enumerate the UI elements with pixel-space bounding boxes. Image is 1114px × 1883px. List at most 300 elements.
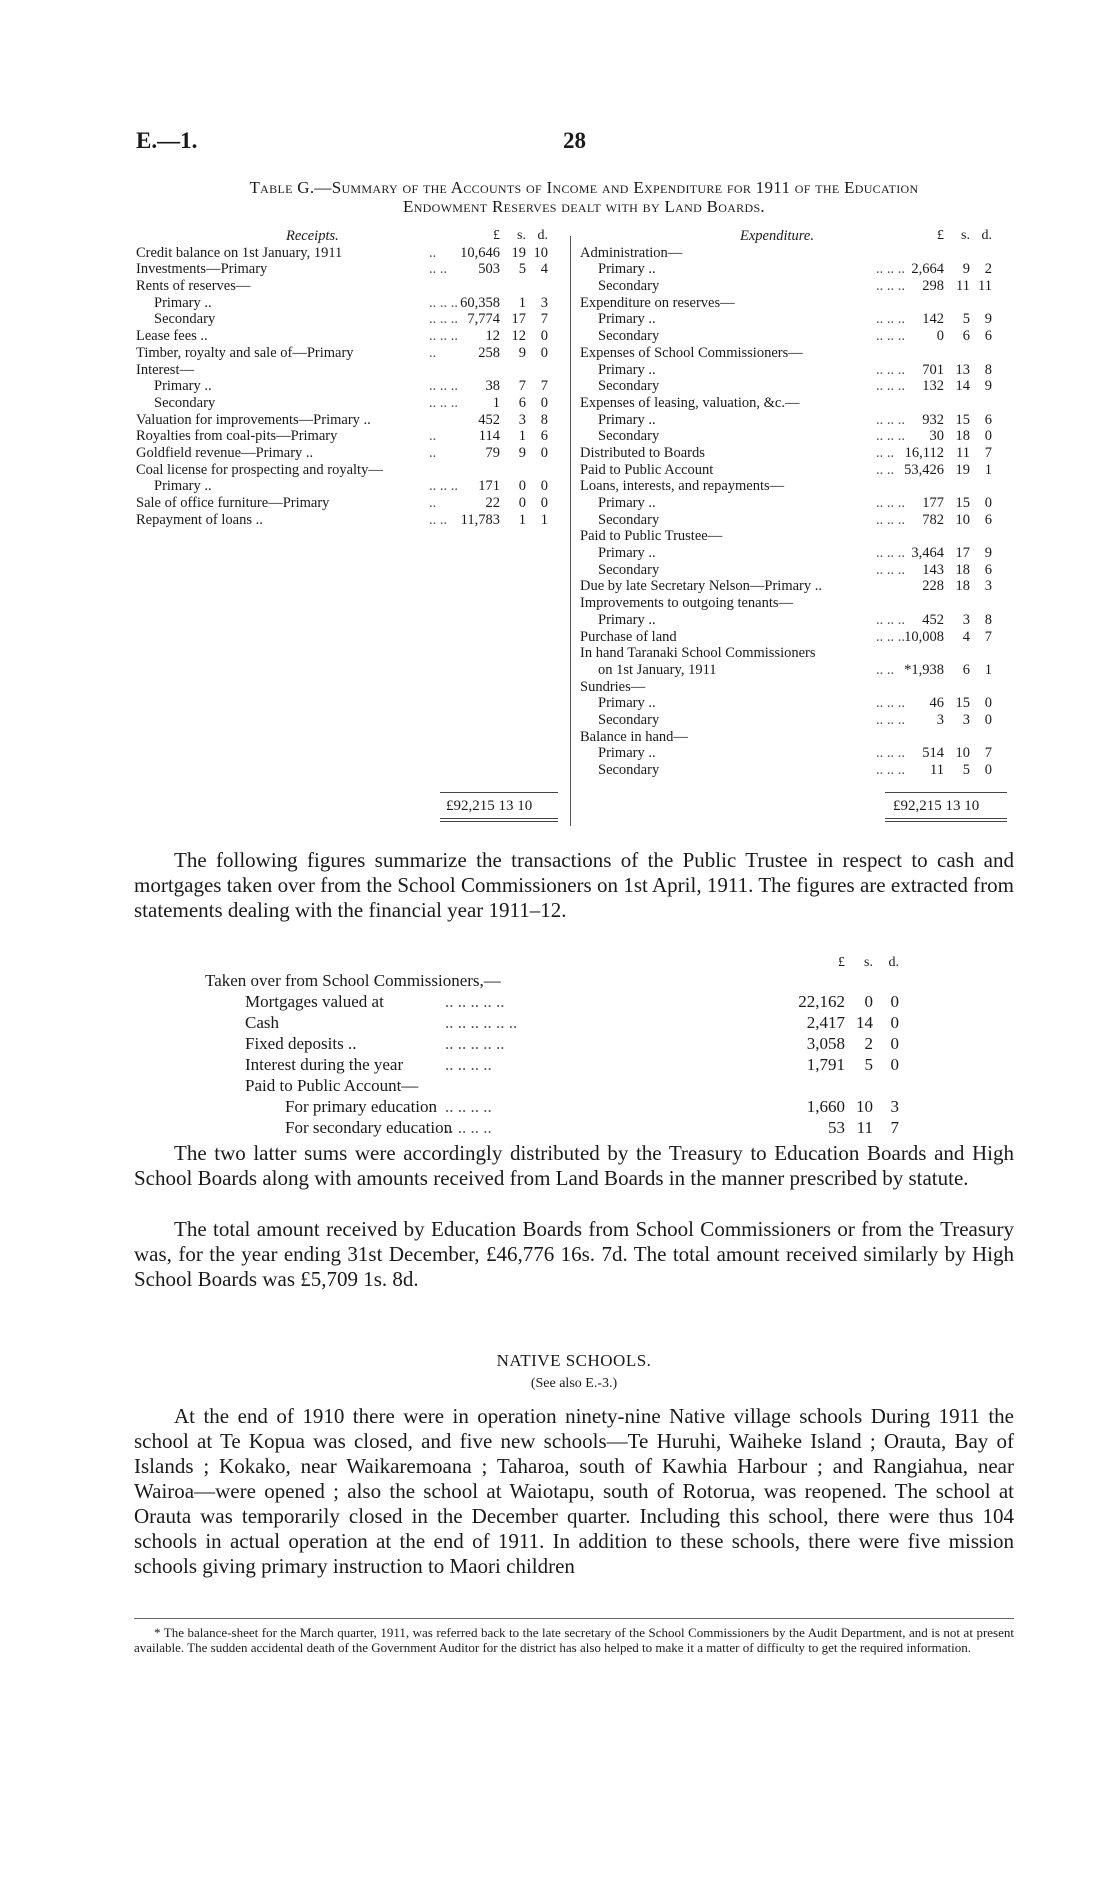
paragraph-totals: The total amount received by Education Boards from School Commissioners or from the Treasury was, for the year ending 31st December, £46,776 16s. 7d. The total amount received similarly by High School Boards was £5,709 1s. 8d. [134, 1217, 1014, 1291]
pounds-value: 258 [478, 344, 500, 361]
row-label: Mortgages valued at [245, 992, 384, 1011]
pence-value: 0 [540, 344, 548, 361]
table-row [580, 629, 1020, 646]
row-label: Secondary [598, 561, 660, 578]
table-row [580, 478, 1020, 495]
row-label: Sale of office furniture—Primary [136, 495, 330, 511]
row-label: Primary .. [598, 745, 656, 762]
leader-dots: .. .. .. [429, 394, 458, 411]
leader-dots: .. .. .. [876, 328, 905, 345]
row-label: Primary .. [598, 545, 656, 562]
table-row [580, 562, 1020, 579]
table-row [205, 1096, 945, 1117]
row-label: Primary .. [154, 478, 212, 495]
pence-value: 0 [984, 428, 992, 445]
row-label: Secondary [598, 511, 660, 528]
expenditure-total: £92,215 13 10 [893, 798, 980, 814]
pence-value: 0 [984, 695, 992, 712]
table-title-line-2: Endowment Reserves dealt with by Land Boards. [403, 197, 765, 216]
shillings-value: 10 [955, 745, 970, 762]
table-row [580, 445, 1020, 462]
row-label: Valuation for improvements—Primary .. [136, 411, 371, 428]
row-label: For primary education [285, 1097, 438, 1116]
row-label: Secondary [154, 311, 216, 328]
row-label: Interest— [136, 361, 194, 378]
pounds-value: 2,664 [911, 261, 944, 278]
shillings-value: 5 [962, 762, 970, 778]
table-row [136, 328, 566, 345]
leader-dots: .. .. .. [876, 762, 905, 778]
leader-dots: .. [429, 344, 437, 361]
leader-dots: .. .. [429, 261, 448, 278]
table-row [580, 528, 1020, 545]
leader-dots: .. .. .. .. .. [445, 992, 505, 1011]
pounds-value: 53 [828, 1118, 845, 1137]
leader-dots: .. .. .. [876, 511, 905, 528]
leader-dots: .. .. .. [876, 611, 905, 628]
pence-value: 6 [540, 428, 548, 445]
table-row [580, 729, 1020, 746]
table-row [205, 1054, 945, 1075]
pound-header: £ [838, 955, 845, 970]
leader-dots: .. .. .. [876, 745, 905, 762]
shillings-value: 5 [962, 311, 970, 328]
leader-dots: .. .. .. [429, 328, 458, 345]
receipts-total-rule-bottom-2 [440, 821, 558, 822]
shillings-value: 3 [962, 611, 970, 628]
table-row [580, 762, 1020, 779]
pounds-value: 228 [922, 578, 944, 595]
pounds-value: 3,058 [806, 1034, 845, 1053]
row-label: Secondary [598, 711, 660, 728]
shillings-value: 9 [518, 444, 526, 461]
row-label: Secondary [598, 278, 660, 295]
shillings-value: 12 [511, 328, 526, 345]
row-label: Cash [245, 1013, 279, 1032]
pounds-value: 11,783 [460, 511, 500, 528]
leader-dots: .. .. .. [876, 495, 905, 511]
shillings-value: 1 [518, 294, 526, 311]
table-row [580, 295, 1020, 312]
table-row [580, 612, 1020, 629]
pounds-value: 30 [929, 428, 944, 445]
table-row [136, 428, 566, 445]
table-row [136, 378, 566, 395]
shilling-header: s. [864, 955, 873, 970]
table-row [580, 362, 1020, 379]
pence-value: 0 [984, 495, 992, 511]
table-row [136, 462, 566, 479]
leader-dots: .. .. .. [876, 561, 905, 578]
shillings-value: 14 [955, 378, 970, 395]
leader-dots: .. .. .. [876, 378, 905, 395]
paragraph-native-schools: At the end of 1910 there were in operation ninety-nine Native village schools During 1911 the school at Te Kopua was closed, and five new schools—Te Huruhi, Waiheke Island ; Orauta, Bay of Islands ; Kokako, near Waikaremoana ; Taharoa, south of Kawhia Harbour ; and Rangiahua, near Wairoa—were opened ; also the school at Waiotapu, south of Rotorua, was reopened. The school at Orauta was temporarily closed in the December quarter. Including this school, there were thus 104 schools in actual operation at the end of 1911. In addition to these schools, there were five mission schools giving primary instruction to Maori children [134, 1404, 1014, 1578]
table-row [580, 512, 1020, 529]
row-label: Goldfield revenue—Primary .. [136, 444, 314, 461]
pounds-value: 782 [922, 511, 944, 528]
pounds-value: 10,008 [904, 628, 944, 645]
table-row [580, 712, 1020, 729]
leader-dots: .. .. [429, 511, 448, 528]
table-title-line-1: Table G.—Summary of the Accounts of Income and Expenditure for 1911 of the Education [249, 178, 919, 197]
leader-dots: .. .. .. [876, 711, 905, 728]
shillings-value: 18 [955, 578, 970, 595]
paragraph-distribution: The two latter sums were accordingly distributed by the Treasury to Education Boards and High School Boards along with amounts received from Land Boards in the manner prescribed by statute. [134, 1141, 1014, 1190]
footnote-rule [134, 1618, 1014, 1619]
table-row [580, 578, 1020, 595]
pence-value: 6 [984, 411, 992, 428]
shillings-value: 6 [518, 394, 526, 411]
pounds-value: 11 [930, 762, 944, 778]
table-row [580, 245, 1020, 262]
pence-value: 9 [984, 311, 992, 328]
leader-dots: .. .. .. [876, 311, 905, 328]
expenditure-heading: Expenditure. [740, 228, 814, 244]
expenditure-header-row [580, 228, 1020, 245]
row-label: Administration— [580, 244, 683, 261]
row-label: Improvements to outgoing tenants— [580, 595, 794, 612]
shillings-value: 11 [956, 278, 970, 295]
table-row [580, 595, 1020, 612]
pence-value: 9 [984, 378, 992, 395]
pence-value: 9 [984, 545, 992, 562]
table-row [136, 261, 566, 278]
table-row [136, 512, 566, 529]
table-row [136, 245, 566, 262]
table-row [136, 478, 566, 495]
leader-dots: .. .. [876, 661, 895, 678]
leader-dots: .. .. .. .. [445, 1097, 492, 1116]
pence-value: 0 [540, 328, 548, 345]
pound-header: £ [493, 228, 500, 243]
row-label: Credit balance on 1st January, 1911 [136, 244, 343, 261]
pounds-value: 114 [478, 428, 500, 445]
pounds-value: 514 [922, 745, 944, 762]
table-row [136, 295, 566, 312]
row-label: Paid to Public Account [580, 461, 714, 478]
pence-value: 3 [890, 1097, 899, 1116]
page-number: 28 [563, 128, 586, 153]
receipts-total-rule-bottom [440, 818, 558, 819]
row-label: Secondary [598, 762, 660, 778]
leader-dots: .. .. .. [876, 278, 905, 295]
pence-value: 8 [540, 411, 548, 428]
pence-value: 7 [984, 628, 992, 645]
row-label: Secondary [598, 328, 660, 345]
row-label: Paid to Public Account— [245, 1076, 419, 1095]
pence-value: 0 [890, 1013, 899, 1032]
table-row [580, 695, 1020, 712]
row-label: Primary .. [598, 311, 656, 328]
pounds-value: 701 [922, 361, 944, 378]
leader-dots: .. .. .. .. .. .. [445, 1013, 518, 1032]
table-row [136, 311, 566, 328]
pounds-value: 79 [485, 444, 500, 461]
row-label: Secondary [598, 378, 660, 395]
pence-value: 6 [984, 561, 992, 578]
pounds-value: 177 [922, 495, 944, 511]
row-label: Royalties from coal-pits—Primary [136, 428, 338, 445]
shillings-value: 11 [856, 1118, 873, 1137]
public-trustee-summary-table [205, 956, 945, 1138]
pence-value: 7 [540, 378, 548, 395]
table-row [580, 495, 1020, 512]
row-label: Primary .. [154, 378, 212, 395]
leader-dots: .. [429, 428, 437, 445]
summary-header-row [205, 956, 945, 970]
table-row [580, 545, 1020, 562]
shillings-value: 15 [955, 411, 970, 428]
shillings-value: 13 [955, 361, 970, 378]
shillings-value: 1 [518, 511, 526, 528]
pence-value: 11 [978, 278, 992, 295]
table-row [205, 1033, 945, 1054]
table-row [580, 278, 1020, 295]
shillings-value: 11 [956, 444, 970, 461]
pence-value: 10 [533, 244, 548, 261]
shilling-header: s. [961, 228, 970, 243]
row-label: Primary .. [598, 261, 656, 278]
pence-value: 0 [984, 711, 992, 728]
pence-value: 6 [984, 511, 992, 528]
pounds-value: 1 [492, 394, 500, 411]
row-label: Primary .. [154, 294, 212, 311]
shillings-value: 0 [864, 992, 873, 1011]
table-row [136, 412, 566, 429]
row-label: Primary .. [598, 361, 656, 378]
shillings-value: 1 [518, 428, 526, 445]
footnote: * The balance-sheet for the March quarter, 1911, was referred back to the late secretary of the School Commissioners by the Audit Department, and is not at present available. The sudden accidental death of the Government Auditor for the district has also helped to make it a matter of difficulty to get the required information. [134, 1625, 1014, 1655]
shillings-value: 6 [962, 661, 970, 678]
table-row [136, 362, 566, 379]
pounds-value: 3 [936, 711, 944, 728]
pence-value: 8 [984, 361, 992, 378]
pence-value: 1 [984, 661, 992, 678]
table-row [580, 261, 1020, 278]
pence-value: 8 [984, 611, 992, 628]
shillings-value: 2 [864, 1034, 873, 1053]
pence-value: 0 [890, 992, 899, 1011]
leader-dots: .. .. .. [429, 311, 458, 328]
expenditure-total-rule [885, 792, 1007, 793]
row-label: Lease fees .. [136, 328, 208, 345]
pounds-value: 132 [922, 378, 944, 395]
leader-dots: .. .. .. [876, 695, 905, 712]
row-label: Fixed deposits .. [245, 1034, 357, 1053]
leader-dots: .. .. .. [429, 378, 458, 395]
shillings-value: 18 [955, 561, 970, 578]
pence-header: d. [981, 228, 992, 243]
shillings-value: 0 [518, 495, 526, 511]
shillings-value: 15 [955, 695, 970, 712]
pounds-value: 22,162 [798, 992, 845, 1011]
pence-value: 0 [540, 444, 548, 461]
pounds-value: *1,938 [904, 661, 944, 678]
pence-value: 7 [540, 311, 548, 328]
pounds-value: 22 [485, 495, 500, 511]
pounds-value: 1,660 [806, 1097, 845, 1116]
leader-dots: .. .. .. [876, 545, 905, 562]
pence-value: 6 [984, 328, 992, 345]
pounds-value: 3,464 [911, 545, 944, 562]
pounds-value: 143 [922, 561, 944, 578]
shillings-value: 3 [518, 411, 526, 428]
leader-dots: .. .. .. [876, 428, 905, 445]
pence-value: 0 [540, 478, 548, 495]
pounds-value: 932 [922, 411, 944, 428]
row-label: Distributed to Boards [580, 444, 705, 461]
leader-dots: .. .. .. .. [445, 1118, 492, 1137]
pence-value: 3 [540, 294, 548, 311]
row-label: Primary .. [598, 411, 656, 428]
table-row [205, 1012, 945, 1033]
pounds-value: 12 [485, 328, 500, 345]
shillings-value: 15 [955, 495, 970, 511]
row-label: Primary .. [598, 611, 656, 628]
receipts-column [136, 228, 566, 528]
column-divider [570, 236, 571, 826]
pence-value: 7 [890, 1118, 899, 1137]
pence-value: 0 [984, 762, 992, 778]
row-label: Expenditure on reserves— [580, 294, 735, 311]
table-row [136, 395, 566, 412]
shillings-value: 10 [955, 511, 970, 528]
pence-header: d. [537, 228, 548, 243]
paragraph-public-trustee: The following figures summarize the transactions of the Public Trustee in respect to cash and mortgages taken over from the School Commissioners on 1st April, 1911. The figures are extracted from statements dealing with the financial year 1911–12. [134, 848, 1014, 922]
row-label: Secondary [598, 428, 660, 445]
shillings-value: 19 [511, 244, 526, 261]
pounds-value: 171 [478, 478, 500, 495]
table-row [580, 412, 1020, 429]
pounds-value: 503 [478, 261, 500, 278]
table-row [580, 378, 1020, 395]
leader-dots: .. [429, 244, 437, 261]
section-subheading: (See also E.-3.) [530, 1376, 618, 1391]
table-row [580, 645, 1020, 662]
shillings-value: 7 [518, 378, 526, 395]
shillings-value: 3 [962, 711, 970, 728]
shillings-value: 5 [518, 261, 526, 278]
shillings-value: 17 [955, 545, 970, 562]
table-row [205, 970, 945, 991]
pence-value: 7 [984, 444, 992, 461]
pence-value: 1 [540, 511, 548, 528]
row-label: Rents of reserves— [136, 278, 251, 295]
shillings-value: 10 [856, 1097, 873, 1116]
row-label: Balance in hand— [580, 728, 688, 745]
table-row [580, 745, 1020, 762]
table-row [580, 311, 1020, 328]
row-label: Loans, interests, and repayments— [580, 478, 785, 495]
leader-dots: .. .. [876, 461, 895, 478]
table-row [580, 345, 1020, 362]
pounds-value: 53,426 [904, 461, 944, 478]
row-label: Primary .. [598, 495, 656, 511]
leader-dots: .. .. .. [876, 361, 905, 378]
shillings-value: 18 [955, 428, 970, 445]
leader-dots: .. .. .. [876, 261, 905, 278]
shillings-value: 14 [856, 1013, 873, 1032]
pounds-value: 0 [936, 328, 944, 345]
table-row [205, 991, 945, 1012]
leader-dots: .. .. .. .. [445, 1055, 492, 1074]
pounds-value: 2,417 [806, 1013, 845, 1032]
row-label: Paid to Public Trustee— [580, 528, 723, 545]
table-row [136, 445, 566, 462]
table-row [136, 345, 566, 362]
table-row [136, 495, 566, 512]
table-row [205, 1075, 945, 1096]
pounds-value: 46 [929, 695, 944, 712]
table-row [580, 328, 1020, 345]
pounds-value: 452 [922, 611, 944, 628]
shillings-value: 0 [518, 478, 526, 495]
receipts-heading: Receipts. [286, 228, 339, 244]
shillings-value: 19 [955, 461, 970, 478]
leader-dots: .. [429, 444, 437, 461]
shilling-header: s. [517, 228, 526, 243]
shillings-value: 9 [962, 261, 970, 278]
shillings-value: 17 [511, 311, 526, 328]
pounds-value: 142 [922, 311, 944, 328]
expenditure-column [580, 228, 1020, 779]
row-label: Repayment of loans .. [136, 511, 263, 528]
pence-value: 0 [540, 495, 548, 511]
row-label: For secondary education [285, 1118, 453, 1137]
pounds-value: 1,791 [806, 1055, 845, 1074]
expenditure-total-rule-bottom [885, 818, 1007, 819]
pence-value: 3 [984, 578, 992, 595]
receipts-total-rule [440, 792, 558, 793]
section-heading: NATIVE SCHOOLS. [496, 1351, 652, 1370]
leader-dots: .. .. .. [876, 628, 905, 645]
leader-dots: .. [429, 495, 437, 511]
pence-value: 2 [984, 261, 992, 278]
pounds-value: 16,112 [904, 444, 944, 461]
table-row [580, 462, 1020, 479]
leader-dots: .. .. [876, 444, 895, 461]
table-row [580, 395, 1020, 412]
pounds-value: 7,774 [467, 311, 500, 328]
shillings-value: 5 [864, 1055, 873, 1074]
table-row [580, 662, 1020, 679]
row-label: Secondary [154, 394, 216, 411]
row-label: Due by late Secretary Nelson—Primary .. [580, 578, 822, 595]
pence-value: 0 [890, 1034, 899, 1053]
row-label: Interest during the year [245, 1055, 404, 1074]
pounds-value: 10,646 [460, 244, 500, 261]
row-label: Taken over from School Commissioners,— [205, 971, 501, 990]
pence-value: 0 [890, 1055, 899, 1074]
leader-dots: .. .. .. [429, 294, 458, 311]
table-row [580, 428, 1020, 445]
row-label: Primary .. [598, 695, 656, 712]
row-label: Investments—Primary [136, 261, 268, 278]
pounds-value: 452 [478, 411, 500, 428]
expenditure-total-rule-bottom-2 [885, 821, 1007, 822]
row-label: Coal license for prospecting and royalty— [136, 461, 383, 478]
row-label: Expenses of School Commissioners— [580, 344, 803, 361]
row-label: Sundries— [580, 678, 646, 695]
table-row [136, 278, 566, 295]
leader-dots: .. .. .. [429, 478, 458, 495]
table-row [205, 1117, 945, 1138]
pence-value: 0 [540, 394, 548, 411]
row-label: on 1st January, 1911 [598, 661, 717, 678]
shillings-value: 9 [518, 344, 526, 361]
row-label: In hand Taranaki School Commissioners [580, 645, 816, 662]
receipts-header-row [136, 228, 566, 245]
